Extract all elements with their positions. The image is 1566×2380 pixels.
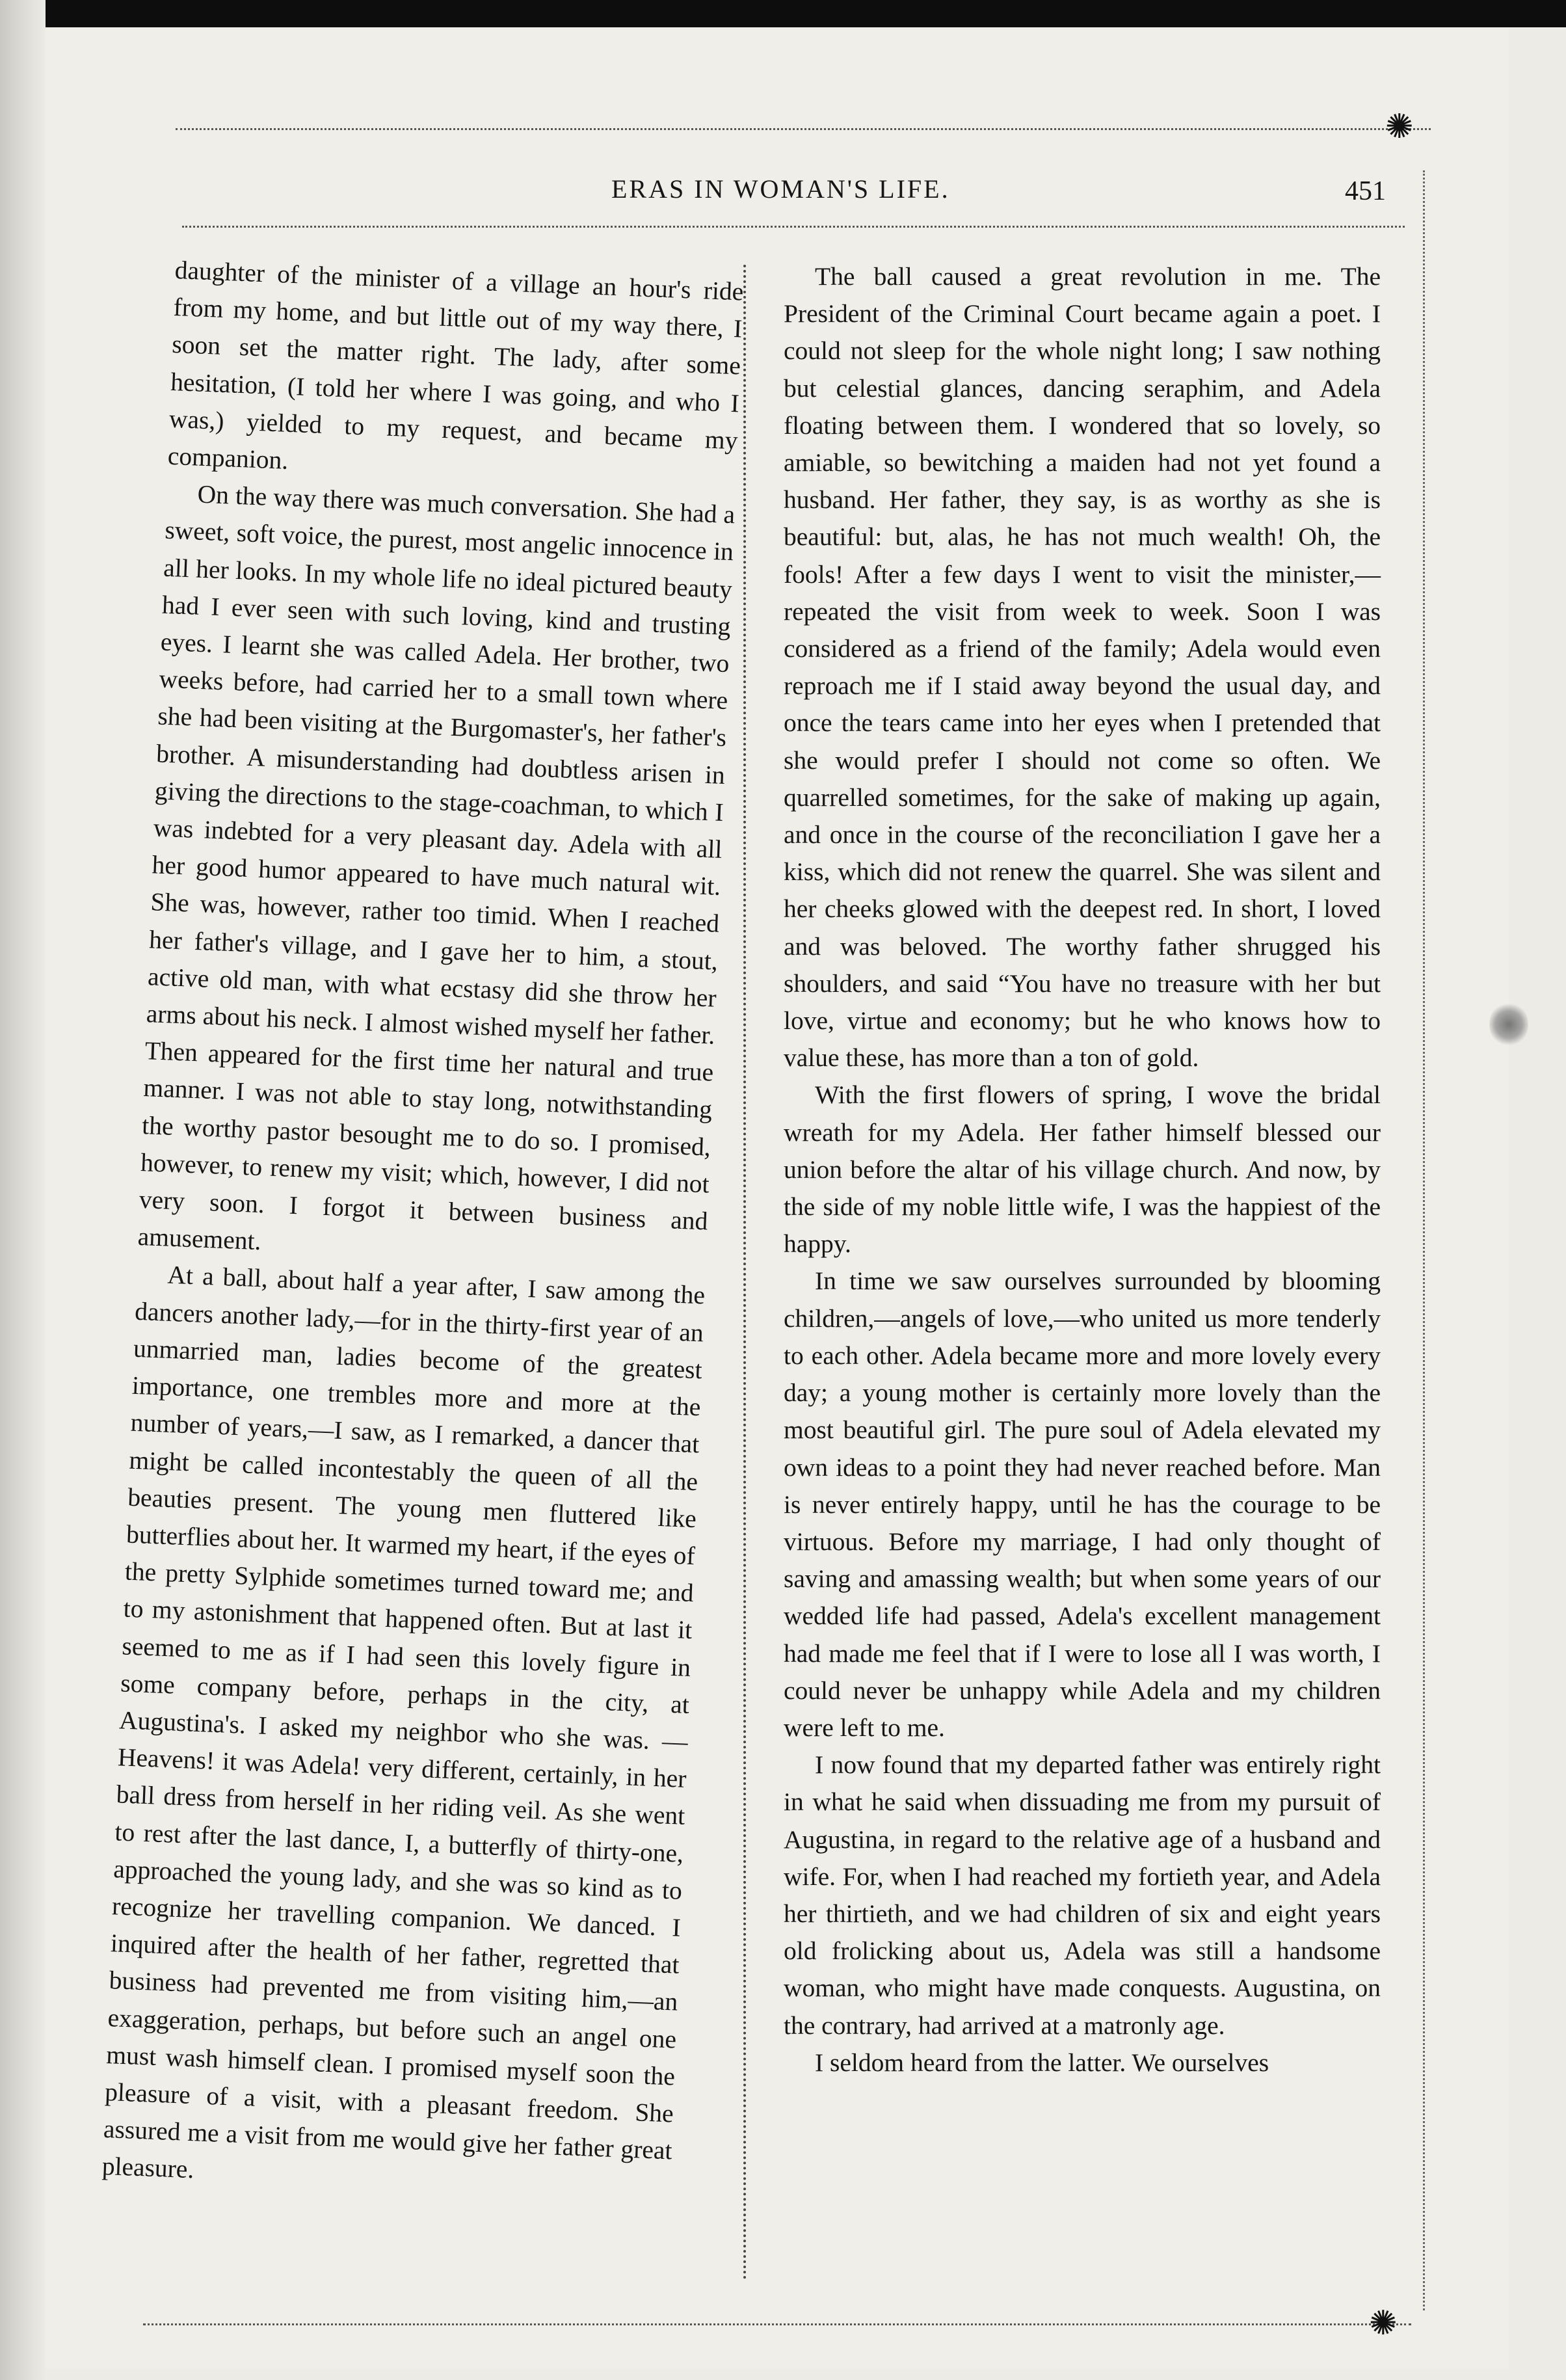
header-decorative-rule [182,226,1405,228]
page-binding-shadow [0,0,46,2380]
right-paragraph-5: I seldom heard from the latter. We ourselves [815,2048,1269,2077]
left-text-column [101,252,745,2207]
left-paragraph-1: daughter of the minister of a village an hour's ride from my home, and but little out of my way there, I soon set the matter right. The lady, after some hesitation, (I told her where I was going, and who I was,) yielded to my request, and became my companion. [167,255,745,475]
right-text-column [784,258,1381,2081]
ornament-top-right-icon: ✺ [1385,109,1414,146]
left-paragraph-2: On the way there was much conversation. She had a sweet, soft voice, the purest, most angelic innocence in all her looks. In my whole life no ideal pictured beauty had I ever seen with such loving, kind and trusting eyes. I learnt she was called Adela. Her brother, two weeks before, had carried her to a small town where she had been visiting at the Burgomaster's, her father's brother. A misunderstanding had doubtless arisen in giving the directions to the stage-coachman, to which I was indebted for a very pleasant day. Adela with all her good humor appeared to have much natural wit. She was, however, rather too timid. When I reached her father's village, and I gave her to him, a stout, active old man, with what ecstasy did she throw her arms about his neck. I almost wished myself her father. Then appeared for the first time her natural and true manner. I was not able to stay long, notwithstanding the worthy pastor besought me to do so. I promised, however, to renew my visit; which, however, I did not very soon. I forgot it between business and amusement. [137,479,736,1256]
page-number: 451 [1345,176,1386,206]
bottom-decorative-rule [143,2323,1411,2325]
book-page [46,27,1509,2369]
scan-top-edge [0,0,1566,27]
right-paragraph-3: In time we saw ourselves surrounded by blooming children,—angels of love,—who united us more tenderly to each other. Adela became more and more lovely every day; a young mother is certainly more lovely than the most beautiful girl. The pure soul of Adela elevated my own ideas to a point they had never reached before. Man is never entirely happy, until he has the courage to be virtuous. Before my marriage, I had only thought of saving and amassing wealth; but when some years of our wedded life had passed, Adela's excellent management had made me feel that if I were to lose all I was worth, I could never be unhappy while Adela and my children were left to me. [784,1266,1381,1742]
left-paragraph-3: At a ball, about half a year after, I saw among the dancers another lady,—for in the thirty-first year of an unmarried man, ladies become of the greatest importance, one trembles more and more at the number of years,—I saw, as I remarked, a dancer that might be called incontestably the queen of all the beauties present. The young men fluttered like butterflies about her. It warmed my heart, if the eyes of the pretty Sylphide sometimes turned toward me; and to my astonishment that happened often. But at last it seemed to me as if I had seen this lovely figure in some company before, perhaps in the city, at Augustina's. I asked my neighbor who she was. —Heavens! it was Adela! very different, certainly, in her ball dress from herself in her riding veil. As she went to rest after the last dance, I, a butterfly of thirty-one, approached the young lady, and she was so kind as to recognize her travelling companion. We danced. I inquired after the health of her father, regretted that business had prevented me from visiting him,—an exaggeration, perhaps, but before such an angel one must wash himself clean. I promised myself soon the pleasure of a visit, with a pleasant freedom. She assured me a visit from me would give her father great pleasure. [101,1261,706,2184]
right-paragraph-4: I now found that my departed father was entirely right in what he said when dissuading me from my pursuit of Augustina, in regard to the relative age of a husband and wife. For, when I had reached my fortieth year, and Adela her thirtieth, and we had children of six and eight years old frolicking about us, Adela was still a handsome woman, who might have made conquests. Augustina, on the contrary, had arrived at a matronly age. [784,1750,1381,2040]
ink-smudge [1489,1002,1528,1047]
column-divider [743,265,746,2281]
top-decorative-rule [176,128,1431,130]
ornament-bottom-right-icon: ✺ [1369,2305,1398,2342]
right-edge-decorative-rule [1423,170,1425,2310]
right-paragraph-1: The ball caused a great revolution in me. The President of the Criminal Court became again a poet. I could not sleep for the whole night long; I saw nothing but celestial glances, dancing seraphim, and Adela floating between them. I wondered that so lovely, so amiable, so bewitching a maiden had not yet found a husband. Her father, they say, is as worthy as she is beautiful: but, alas, he has not much wealth! Oh, the fools! After a few days I went to visit the minister,—repeated the visit from week to week. Soon I was considered as a friend of the family; Adela would even reproach me if I staid away beyond the usual day, and once the tears came into her eyes when I pretended that she would prefer I should not come so often. We quarrelled sometimes, for the sake of making up again, and once in the course of the reconciliation I gave her a kiss, which did not renew the quarrel. She was silent and her cheeks glowed with the deepest red. In short, I loved and was beloved. The worthy father shrugged his shoulders, and said “You have no treasure with her but love, virtue and economy; but he who knows how to value these, has more than a ton of gold. [784,262,1381,1073]
running-title: ERAS IN WOMAN'S LIFE. [611,174,950,204]
right-paragraph-2: With the first flowers of spring, I wove the bridal wreath for my Adela. Her father himself blessed our union before the altar of his village church. And now, by the side of my noble little wife, I was the happiest of the happy. [784,1080,1381,1259]
